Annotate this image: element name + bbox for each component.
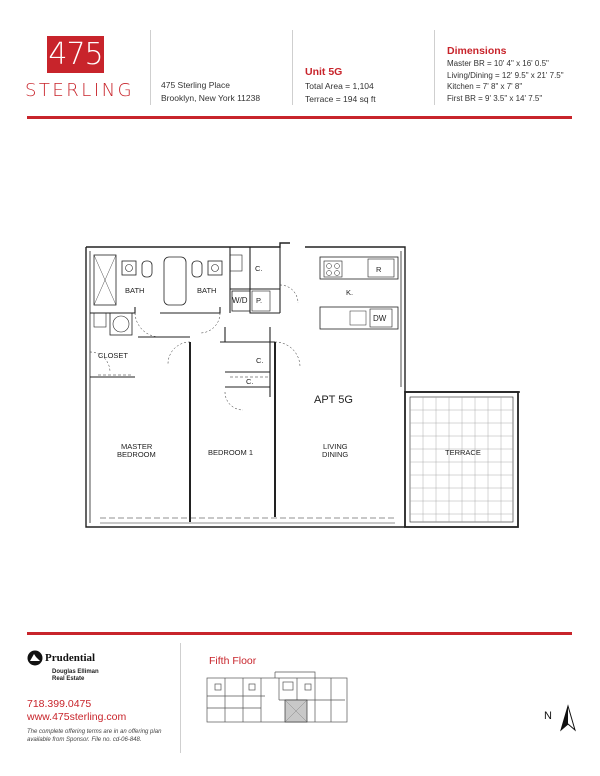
room-label-master: BEDROOM [117, 450, 156, 459]
broker-subtitle-line: Real Estate [52, 676, 85, 682]
header-divider [292, 30, 293, 105]
broker-name: Prudential [45, 652, 96, 664]
door-swing [200, 313, 220, 333]
broker-subtitle [52, 669, 99, 683]
room-label-closet-c: C. [246, 377, 254, 386]
exterior-wall [86, 243, 290, 247]
exterior-wall [305, 247, 520, 392]
room-label-master: MASTER [121, 442, 153, 451]
room-label-bedroom-1: BEDROOM 1 [208, 448, 254, 457]
dimension-line: Living/Dining = 12' 9.5" x 21' 7.5" [447, 70, 564, 80]
room-label-bath: BATH [125, 286, 145, 295]
range [324, 261, 342, 277]
floor-title: Fifth Floor [209, 655, 257, 667]
kitchen-counter [320, 257, 398, 279]
room-label-living: LIVING [323, 442, 348, 451]
sink [122, 261, 136, 275]
interior-wall [90, 307, 135, 313]
room-label-bath: BATH [197, 286, 217, 295]
room-label-wd: W/D [232, 296, 248, 305]
room-label-dishwasher: DW [373, 314, 387, 323]
floor-key-plan [205, 670, 355, 726]
interior-wall [160, 307, 220, 313]
door-swing [275, 342, 300, 367]
room-label-terrace: TERRACE [445, 448, 481, 457]
footer-rule [27, 632, 572, 635]
footer-divider [180, 643, 181, 753]
north-arrow [544, 704, 586, 734]
phone-number[interactable]: 718.399.0475 [27, 698, 92, 710]
dimension-line: First BR = 9' 3.5" x 14' 7.5" [447, 93, 543, 103]
room-label-pantry: P. [256, 296, 263, 305]
address-line-1: 475 Sterling Place [161, 80, 230, 90]
header-divider [434, 30, 435, 105]
bathtub [164, 257, 186, 305]
dimension-line: Kitchen = 7' 8" x 7' 8" [447, 82, 523, 91]
terrace-paving [410, 397, 513, 522]
website-link[interactable]: www.475sterling.com [27, 711, 127, 723]
floor-plan [80, 237, 525, 537]
header-rule [27, 116, 572, 119]
dimensions-title: Dimensions [447, 45, 507, 57]
unit-total-area: Total Area = 1,104 [305, 81, 374, 91]
unit-terrace-area: Terrace = 194 sq ft [305, 93, 376, 104]
door-swing [168, 342, 190, 364]
logo-475-mark: 475 [48, 37, 103, 72]
room-label-range: R [376, 265, 382, 274]
unit-title: Unit 5G [305, 66, 343, 78]
room-label-closet: CLOSET [98, 351, 129, 360]
interior-wall [250, 247, 280, 313]
toilet [142, 261, 152, 277]
header-divider [150, 30, 151, 105]
logo-wordmark: STERLING [25, 80, 135, 101]
room-label-closet-c: C. [255, 264, 263, 273]
room-label-closet-c: C. [256, 356, 264, 365]
room-label-dining: DINING [322, 450, 349, 459]
apartment-label: APT 5G [314, 394, 353, 406]
door-swing [280, 285, 298, 303]
room-label-kitchen: K. [346, 288, 354, 297]
broker-subtitle-line: Douglas Elliman [52, 669, 99, 675]
linen [230, 255, 242, 271]
prudential-rock-icon [27, 650, 43, 666]
door-swing [135, 313, 160, 337]
door-swing [225, 392, 243, 410]
building-address [161, 79, 260, 104]
unit-areas [305, 80, 376, 105]
disclaimer: The complete offering terms are in an offering plan available from Sponsor. File no. cd-06-848. [27, 729, 162, 743]
address-line-2: Brooklyn, New York 11238 [161, 92, 261, 103]
sink [208, 261, 222, 275]
dimension-line: Master BR = 10' 4" x 16' 0.5" [447, 59, 549, 68]
north-arrow-icon [558, 704, 578, 732]
toilet [192, 261, 202, 277]
dimensions-list [447, 58, 564, 104]
north-label: N [544, 710, 552, 722]
